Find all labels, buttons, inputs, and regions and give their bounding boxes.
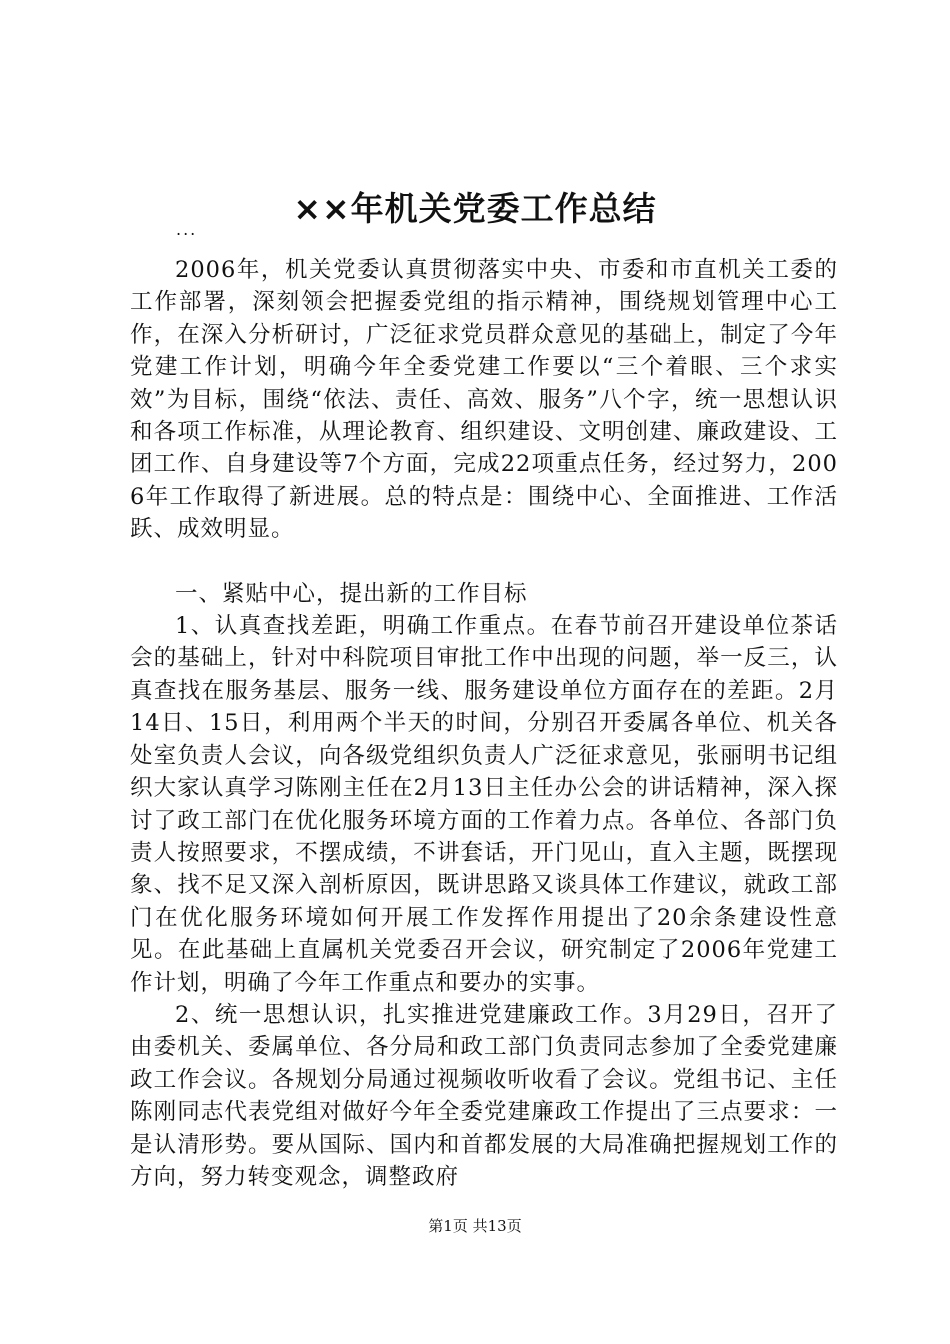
section-heading: 一、紧贴中心，提出新的工作目标 [175, 580, 528, 607]
intro-paragraph: 2006年，机关党委认真贯彻落实中央、市委和市直机关工委的工作部署，深刻领会把握委党组的指示精神，围绕规划管理中心工作，在深入分析研讨，广泛征求党员群众意见的基础上，制定了今年党建工作计划，明确今年全委党建工作要以“三个着眼、三个求实效”为目标，围绕“依法、责任、高效、服务”八个字，统一思想认识和各项工作标准，从理论教育、组织建设、文明创建、廉政建设、工团工作、自身建设等7个方面，完成22项重点任务，经过努力，2006年工作取得了新进展。总的特点是：围绕中心、全面推进、工作活跃、成效明显。 [130, 257, 838, 543]
document-body [130, 254, 838, 1193]
item-paragraph-2: 2、统一思想认识，扎实推进党建廉政工作。3月29日，召开了由委机关、委属单位、各分局和政工部门负责同志参加了全委党建廉政工作会议。各规划分局通过视频收听收看了会议。党组书记、主任陈刚同志代表党组对做好今年全委党建廉政工作提出了三点要求：一是认清形势。要从国际、国内和首都发展的大局准确把握规划工作的方向，努力转变观念，调整政府 [130, 1001, 838, 1190]
page-footer: 第1页 共13页 [428, 1217, 522, 1235]
item-paragraph-1: 1、认真查找差距，明确工作重点。在春节前召开建设单位茶话会的基础上，针对中科院项目审批工作中出现的问题，举一反三，认真查找在服务基层、服务一线、服务建设单位方面存在的差距。2月14日、15日，利用两个半天的时间，分别召开委属各单位、机关各处室负责人会议，向各级党组织负责人广泛征求意见，张丽明书记组织大家认真学习陈刚主任在2月13日主任办公会的讲话精神，深入探讨了政工部门在优化服务环境方面的工作着力点。各单位、各部门负责人按照要求，不摆成绩，不讲套话，开门见山，直入主题，既摆现象、找不足又深入剖析原因，既讲思路又谈具体工作建议，就政工部门在优化服务环境如何开展工作发挥作用提出了20余条建设性意见。在此基础上直属机关党委召开会议，研究制定了2006年党建工作计划，明确了今年工作重点和要办的实事。 [130, 613, 838, 996]
ellipsis-marker: ... [176, 220, 198, 239]
document-title: ××年机关党委工作总结 [293, 189, 657, 228]
